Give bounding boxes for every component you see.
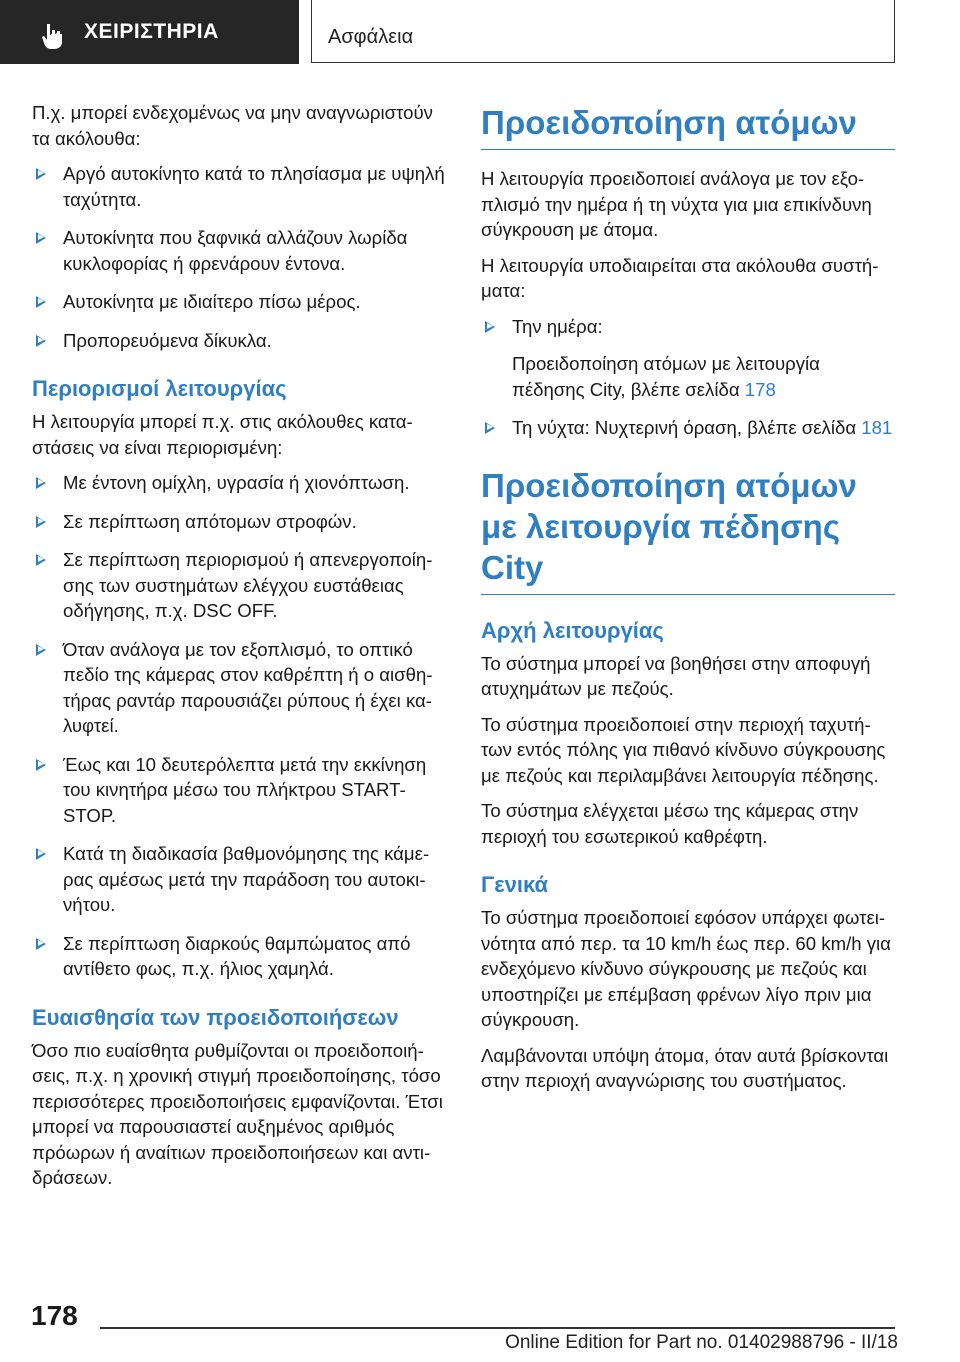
- triangle-bullet-icon: [485, 422, 495, 434]
- triangle-bullet-icon: [36, 644, 46, 656]
- triangle-bullet-icon: [36, 759, 46, 771]
- chapter-tab[interactable]: [0, 0, 299, 64]
- list-item: Με έντονη ομίχλη, υγρασία ή χιονόπτωση.: [32, 470, 448, 496]
- pedestrian-warning-systems: Η λειτουργία υποδιαιρείται στα ακόλουθα συστήματα:: [481, 254, 879, 301]
- list-item: Όταν ανάλογα με τον εξοπλισμό, το οπτικό πεδίο της κάμερας στον καθρέπτη ή ο αισθητήρας ραντάρ παρουσιάζει ρύπους ή έχει καλυφτεί.: [32, 637, 448, 739]
- list-item: Σε περίπτωση διαρκούς θαμπώματος από αντίθετο φως, π.χ. ήλιος χαμηλά.: [32, 931, 448, 982]
- edition-note: Online Edition for Part no. 01402988796 - II/18: [505, 1332, 898, 1353]
- list-item: Αυτοκίνητα με ιδιαίτερο πίσω μέρος.: [32, 289, 448, 315]
- limits-heading: Περιορισμοί λειτουργίας: [32, 376, 287, 401]
- systems-list: [481, 314, 895, 441]
- triangle-bullet-icon: [36, 232, 46, 244]
- triangle-bullet-icon: [36, 938, 46, 950]
- list-item: Αυτοκίνητα που ξαφνικά αλλάζουν λωρίδα κυκλοφορίας ή φρενάρουν έντονα.: [32, 225, 448, 276]
- triangle-bullet-icon: [36, 296, 46, 308]
- triangle-bullet-icon: [36, 477, 46, 489]
- hand-pointer-icon: [40, 22, 66, 50]
- triangle-bullet-icon: [36, 516, 46, 528]
- pedestrian-warning-intro: Η λειτουργία προειδοποιεί ανάλογα με τον εξοπλισμό την ημέρα ή τη νύχτα για μια επικίνδυνη σύγκρουση με άτομα.: [481, 168, 872, 240]
- general-text-2: Λαμβάνονται υπόψη άτομα, όταν αυτά βρίσκονται στην περιοχή αναγνώρισης του συστήματος.: [481, 1044, 889, 1091]
- page-link-178[interactable]: 178: [744, 378, 776, 400]
- page-link-181[interactable]: 181: [861, 417, 893, 438]
- principle-text-3: Το σύστημα ελέγχεται μέσω της κάμερας στην περιοχή του εσωτερικού καθρέφτη.: [481, 800, 859, 847]
- intro-list: [32, 161, 448, 353]
- principle-heading: Αρχή λειτουργίας: [481, 617, 664, 643]
- footer-divider: [100, 1327, 895, 1329]
- section-header: [311, 0, 895, 63]
- triangle-bullet-icon: [36, 848, 46, 860]
- limits-text: Η λειτουργία μπορεί π.χ. στις ακόλουθες καταστάσεις να είναι περιορισμένη:: [32, 411, 413, 458]
- chapter-title: ΧΕΙΡΙΣΤΗΡΙΑ: [84, 20, 219, 43]
- page-number: 178: [31, 1300, 78, 1331]
- list-item: Προπορευόμενα δίκυκλα.: [32, 328, 448, 354]
- pedestrian-warning-heading: Προειδοποίηση ατόμων: [481, 102, 895, 150]
- triangle-bullet-icon: [36, 335, 46, 347]
- list-item: Τη νύχτα: Νυχτερινή όραση, βλέπε σελίδα 181: [481, 415, 895, 441]
- list-item: Σε περίπτωση απότομων στροφών.: [32, 509, 448, 535]
- general-text-1: Το σύστημα προειδοποιεί εφόσον υπάρχει φωτεινότητα από περ. τα 10 km/h έως περ. 60 km/h για ενδεχόμενο κίνδυνο σύγκρουσης με πεζούς και υποστηρίζει με επέμβαση φρένων λίγο πριν μια σύγκρουση.: [481, 907, 891, 1030]
- intro-text: Π.χ. μπορεί ενδεχομένως να μην αναγνωριστούν τα ακόλουθα:: [32, 102, 433, 149]
- sensitivity-text: Όσο πιο ευαίσθητα ρυθμίζονται οι προειδοποιήσεις, π.χ. η χρονική στιγμή προειδοποίησης, τόσο περισσότερες προειδοποιήσεις εμφανίζονται. Έτσι μπορεί να παρουσιαστεί αυξημένος αριθμός πρόωρων ή αναίτιων προειδοποιήσεων και αντιδράσεων.: [32, 1039, 443, 1188]
- principle-text-1: Το σύστημα μπορεί να βοηθήσει στην αποφυγή ατυχημάτων με πεζούς.: [481, 652, 871, 699]
- list-item: Έως και 10 δευτερόλεπτα μετά την εκκίνηση του κινητήρα μέσω του πλήκτρου START-STOP.: [32, 752, 448, 829]
- general-heading: Γενικά: [481, 872, 549, 897]
- list-item: Κατά τη διαδικασία βαθμονόμησης της κάμερας αμέσως μετά την παράδοση του αυτοκινήτου.: [32, 841, 448, 918]
- triangle-bullet-icon: [485, 321, 495, 333]
- left-column: [32, 100, 448, 1191]
- triangle-bullet-icon: [36, 554, 46, 566]
- sensitivity-heading: Ευαισθησία των προειδοποιήσεων: [32, 1004, 399, 1030]
- right-column: [481, 100, 895, 1104]
- list-item: Σε περίπτωση περιορισμού ή απενεργοποίησης των συστημάτων ελέγχου ευστάθειας οδήγησης, π.χ. DSC OFF.: [32, 547, 448, 624]
- city-braking-heading: Προειδοποίηση ατόμων με λειτουργία πέδησης City: [481, 465, 895, 595]
- principle-text-2: Το σύστημα προειδοποιεί στην περιοχή ταχυτήτων εντός πόλης για πιθανό κίνδυνο σύγκρουσης με πεζούς και περιλαμβάνει λειτουργία πέδησης.: [481, 713, 886, 786]
- day-subtext: Προειδοποίηση ατόμων με λειτουργία πέδησης City, βλέπε σελίδα 178: [512, 353, 820, 400]
- section-title: Ασφάλεια: [328, 26, 414, 48]
- triangle-bullet-icon: [36, 168, 46, 180]
- list-item: Αργό αυτοκίνητο κατά το πλησίασμα με υψηλή ταχύτητα.: [32, 161, 448, 212]
- limits-list: [32, 470, 448, 982]
- list-item: Την ημέρα: Προειδοποίηση ατόμων με λειτουργία πέδησης City, βλέπε σελίδα 178: [481, 314, 895, 403]
